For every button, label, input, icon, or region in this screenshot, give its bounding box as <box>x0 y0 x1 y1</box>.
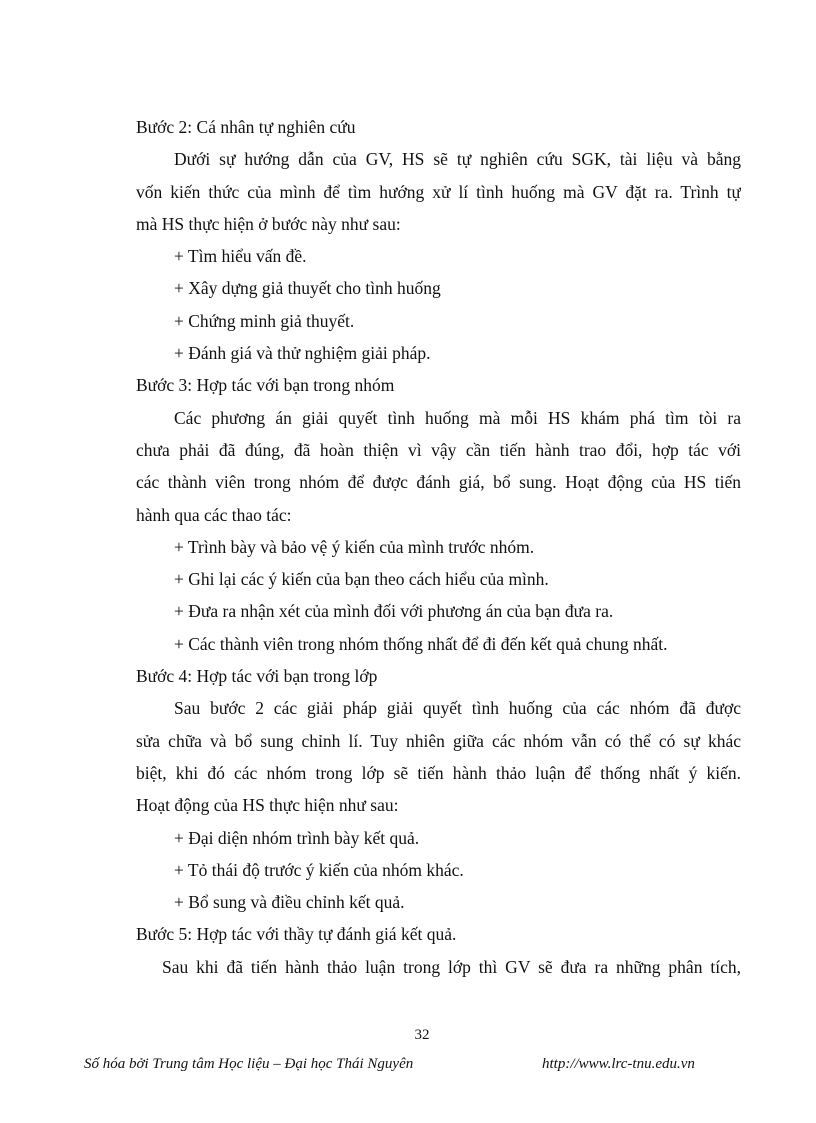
bullet-item: + Đánh giá và thử nghiệm giải pháp. <box>174 343 431 364</box>
paragraph-line: sửa chữa và bổ sung chỉnh lí. Tuy nhiên giữa các nhóm vẫn có thể có sự khác <box>136 730 741 751</box>
step-5-heading: Bước 5: Hợp tác với thầy tự đánh giá kết quả. <box>136 924 457 945</box>
paragraph-line: các thành viên trong nhóm để được đánh giá, bổ sung. Hoạt động của HS tiến <box>136 472 741 493</box>
step-4-heading: Bước 4: Hợp tác với bạn trong lớp <box>136 666 378 687</box>
paragraph-line: Sau khi đã tiến hành thảo luận trong lớp thì GV sẽ đưa ra những phân tích, <box>162 956 741 977</box>
paragraph-line: Các phương án giải quyết tình huống mà mỗi HS khám phá tìm tòi ra <box>174 407 741 428</box>
bullet-item: + Tỏ thái độ trước ý kiến của nhóm khác. <box>174 859 464 880</box>
bullet-item: + Bổ sung và điều chỉnh kết quả. <box>174 892 405 913</box>
footer-digitized-by: Số hóa bởi Trung tâm Học liệu – Đại học Thái Nguyên <box>84 1056 414 1072</box>
bullet-item: + Chứng minh giả thuyết. <box>174 310 355 331</box>
paragraph-line: Dưới sự hướng dẫn của GV, HS sẽ tự nghiên cứu SGK, tài liệu và bằng <box>174 149 741 170</box>
paragraph-line: vốn kiến thức của mình để tìm hướng xử lí tình huống mà GV đặt ra. Trình tự <box>136 181 741 202</box>
bullet-item: + Tìm hiểu vấn đề. <box>174 246 307 267</box>
bullet-item: + Ghi lại các ý kiến của bạn theo cách hiểu của mình. <box>174 569 549 590</box>
bullet-item: + Trình bày và bảo vệ ý kiến của mình trước nhóm. <box>174 536 535 557</box>
paragraph-line: biệt, khi đó các nhóm trong lớp sẽ tiến hành thảo luận để thống nhất ý kiến. <box>136 762 741 783</box>
paragraph-line: hành qua các thao tác: <box>136 504 292 525</box>
paragraph-line: mà HS thực hiện ở bước này như sau: <box>136 213 401 234</box>
bullet-item: + Đưa ra nhận xét của mình đối với phương án của bạn đưa ra. <box>174 601 614 622</box>
paragraph-line: Hoạt động của HS thực hiện như sau: <box>136 795 399 816</box>
bullet-item: + Xây dựng giả thuyết cho tình huống <box>174 278 441 299</box>
bullet-item: + Các thành viên trong nhóm thống nhất để đi đến kết quả chung nhất. <box>174 633 668 654</box>
footer-url: http://www.lrc-tnu.edu.vn <box>542 1056 695 1072</box>
paragraph-line: Sau bước 2 các giải pháp giải quyết tình huống của các nhóm đã được <box>174 698 741 719</box>
bullet-item: + Đại diện nhóm trình bày kết quả. <box>174 827 420 848</box>
paragraph-line: chưa phải đã đúng, đã hoàn thiện vì vậy cần tiến hành trao đổi, hợp tác với <box>136 439 741 460</box>
page-number: 32 <box>414 1027 430 1043</box>
document-body <box>136 111 741 983</box>
step-3-heading: Bước 3: Hợp tác với bạn trong nhóm <box>136 375 395 396</box>
step-2-heading: Bước 2: Cá nhân tự nghiên cứu <box>136 117 356 137</box>
